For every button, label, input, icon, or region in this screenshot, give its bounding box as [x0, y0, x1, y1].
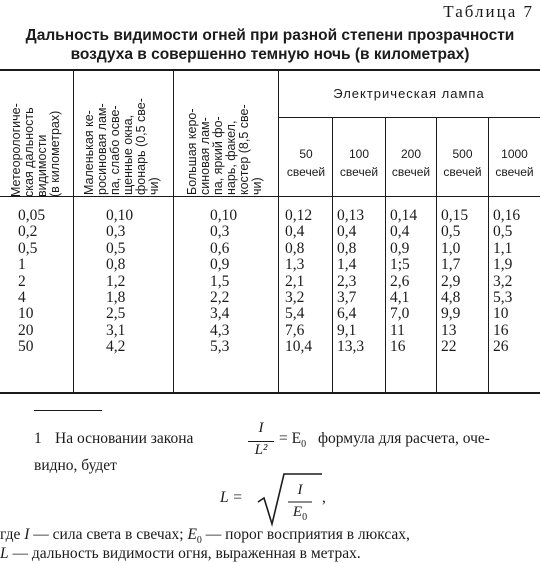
column-meteo: [18, 208, 45, 356]
table-cell: 2,3: [337, 272, 357, 290]
table-cell: 9,9: [441, 305, 461, 323]
table-cell: 4,1: [390, 289, 410, 307]
table-cell: 3,2: [493, 272, 513, 290]
table-cell: 3,2: [285, 289, 305, 307]
table-cell: 2,9: [441, 272, 461, 290]
table-cell: 5,3: [210, 338, 230, 356]
title-line-1: Дальность видимости огней при разной степени прозрачности: [25, 27, 515, 44]
table-cell: 7,6: [285, 321, 305, 339]
table-cell: 20: [18, 321, 34, 339]
table-cell: 2: [18, 272, 26, 290]
table-cell: 13,3: [337, 338, 365, 356]
table-cell: 3,4: [210, 305, 230, 323]
header-small-lamp: Маленькая ке- росиновая лам- па, слабо осве- щенные окна, фонарь (0,5 све- чи): [82, 98, 161, 195]
footnote-text-2: формула для расчета, оче-: [318, 430, 490, 447]
table-cell: 3,1: [106, 321, 126, 339]
table-cell: 0,4: [337, 223, 357, 241]
table-top-rule: [0, 69, 540, 71]
header-electric-lamp: Электрическая лампа: [333, 86, 485, 101]
table-cell: 1;5: [390, 256, 410, 274]
col-divider-3: [278, 71, 279, 392]
header-lamp-200: 200 свечей: [391, 147, 431, 179]
header-bottom-rule: [0, 196, 540, 197]
table-cell: 1,9: [493, 256, 513, 274]
table-cell: 0,3: [210, 223, 230, 241]
table-cell: 0,9: [390, 239, 410, 257]
footnote-mark: 1: [34, 430, 42, 447]
table-cell: 3,7: [337, 289, 357, 307]
table-cell: 2,1: [285, 272, 305, 290]
table-title: [0, 26, 540, 64]
table-cell: 5,4: [285, 305, 305, 323]
formula-comma: ,: [322, 489, 326, 506]
table-cell: 0,13: [337, 207, 365, 224]
header-lamp-50: 50 свечей: [286, 147, 326, 179]
header-lamp-1000: 1000 свечей: [495, 147, 534, 179]
table-cell: 13: [441, 321, 457, 339]
footnote-text-3: видно, будет: [34, 457, 117, 474]
table-cell: 4,8: [441, 289, 461, 307]
table-cell: 26: [493, 338, 509, 356]
sqrt-denominator: $E_0$: [292, 504, 308, 523]
fraction-denominator: L²: [254, 442, 268, 458]
col-divider-2: [173, 71, 174, 392]
column-200: [390, 208, 417, 356]
table-cell: 10: [493, 305, 509, 323]
footnote-rule: [34, 410, 102, 411]
table-cell: 2,5: [106, 305, 126, 323]
header-large-lamp: Большая керо- синовая лам- па, яркий фо- нарь, факел, костер (8,5 све- чи): [185, 104, 264, 195]
table-cell: 0,5: [106, 239, 126, 257]
table-cell: 1,5: [210, 272, 230, 290]
column-500: [441, 208, 468, 356]
table-cell: 1,2: [106, 272, 126, 290]
footnote-equals: = $E_0$: [279, 430, 307, 451]
table-cell: 4,3: [210, 321, 230, 339]
table-cell: 0,15: [441, 207, 469, 224]
table-cell: 10: [18, 305, 34, 323]
table-cell: 0,5: [493, 223, 513, 241]
fraction-numerator: I: [258, 420, 264, 436]
table-cell: 4: [18, 289, 26, 307]
table-cell: 0,6: [210, 239, 230, 257]
column-large-lamp: [210, 208, 237, 356]
table-cell: 0,10: [106, 207, 134, 224]
table-cell: 16: [493, 321, 509, 339]
header-meteo-range: Метеорологиче- ская дальность видимости (в километрах): [9, 103, 62, 197]
col-divider-1: [73, 71, 74, 392]
table-cell: 9,1: [337, 321, 357, 339]
table-cell: 0,12: [285, 207, 313, 224]
table-cell: 0,14: [390, 207, 418, 224]
table-cell: 1,8: [106, 289, 126, 307]
table-cell: 0,10: [210, 207, 238, 224]
table-cell: 4,2: [106, 338, 126, 356]
table-cell: 0,4: [390, 223, 410, 241]
table-cell: 7,0: [390, 305, 410, 323]
table-cell: 0,8: [285, 239, 305, 257]
table-label: Таблица 7: [443, 2, 534, 21]
table-cell: 5,3: [493, 289, 513, 307]
table-cell: 0,5: [441, 223, 461, 241]
table-cell: 0,2: [18, 223, 38, 241]
table-cell: 0,4: [285, 223, 305, 241]
table-cell: 11: [390, 321, 405, 339]
footnote-line-4: где I — сила света в свечах; $E_0$ — порог восприятия в люксах,: [0, 526, 410, 547]
table-cell: 16: [390, 338, 406, 356]
table-cell: 0,3: [106, 223, 126, 241]
column-small-lamp: [106, 208, 133, 356]
table-cell: 0,9: [210, 256, 230, 274]
table-cell: 1,7: [441, 256, 461, 274]
header-lamp-100: 100 свечей: [339, 147, 379, 179]
formula-lhs: L =: [220, 489, 243, 506]
table-cell: 6,4: [337, 305, 357, 323]
table-cell: 1,0: [441, 239, 461, 257]
table-cell: 1: [18, 256, 26, 274]
sqrt-numerator: I: [297, 482, 303, 498]
table-cell: 0,8: [106, 256, 126, 274]
footnote-text-1: На основании закона: [55, 430, 194, 447]
table-cell: 10,4: [285, 338, 313, 356]
table-cell: 22: [441, 338, 457, 356]
footnote-line-5: L — дальность видимости огня, выраженная в метрах.: [0, 545, 361, 562]
table-cell: 2,6: [390, 272, 410, 290]
table-cell: 1,3: [285, 256, 305, 274]
column-100: [337, 208, 364, 356]
table-cell: 0,8: [337, 239, 357, 257]
column-50: [285, 208, 312, 356]
table-cell: 1,4: [337, 256, 357, 274]
table-cell: 2,2: [210, 289, 230, 307]
column-1000: [493, 208, 520, 356]
table-cell: 50: [18, 338, 34, 356]
title-line-2: воздуха в совершенно темную ночь (в километрах): [70, 46, 470, 63]
header-lamp-500: 500 свечей: [443, 147, 482, 179]
table-cell: 1,1: [493, 239, 513, 257]
table-cell: 0,05: [18, 207, 46, 224]
table-cell: 0,16: [493, 207, 521, 224]
table-bottom-rule: [0, 392, 540, 394]
table-cell: 0,5: [18, 239, 38, 257]
group-divider: [278, 117, 540, 118]
